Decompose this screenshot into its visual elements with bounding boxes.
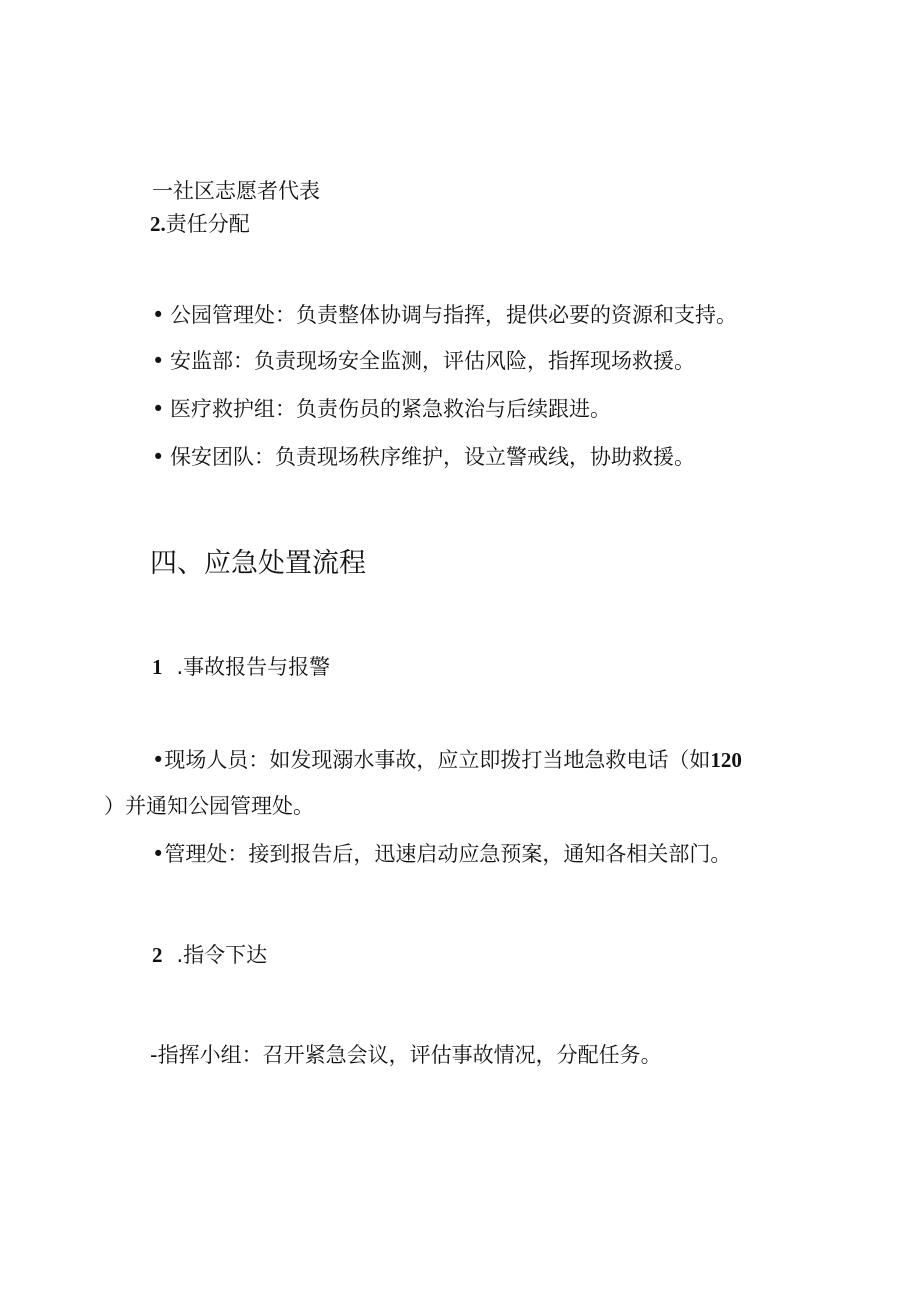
step-title-text: .事故报告与报警 (176, 655, 331, 679)
step-item-text: 指挥小组：召开紧急会议，评估事故情况，分配任务。 (157, 1043, 662, 1067)
member-list-item (152, 177, 320, 205)
responsibility-text: 医疗救护组：负责伤员的紧急救治与后续跟进。 (170, 397, 611, 421)
responsibility-text: 公园管理处：负责整体协调与指挥，提供必要的资源和支持。 (170, 303, 737, 327)
bullet-dot-icon: • (152, 303, 165, 327)
step-title-text: .指令下达 (176, 943, 268, 967)
responsibility-item (152, 301, 737, 329)
bullet-dot-icon: • (152, 397, 165, 421)
step-title (152, 941, 267, 969)
member-text: 一社区志愿者代表 (152, 179, 320, 203)
responsibility-item (152, 395, 611, 423)
section-heading-text: 四、应急处置流程 (150, 548, 366, 579)
section-heading (150, 546, 366, 582)
responsibility-text: 安监部：负责现场安全监测，评估风险，指挥现场救援。 (170, 349, 695, 373)
subsection-title-text: 责任分配 (165, 212, 250, 236)
subsection-title-responsibility (150, 210, 250, 238)
step-number: 1 (152, 655, 163, 679)
step-item-text: 现场人员：如发现溺水事故，应立即拨打当地急救电话（如 (164, 748, 711, 772)
step-title (152, 653, 330, 681)
emergency-number: 120 (710, 748, 742, 772)
step-item-continuation (104, 792, 314, 820)
responsibility-item (152, 347, 695, 375)
step-number: 2 (152, 943, 163, 967)
responsibility-text: 保安团队：负责现场秩序维护，设立警戒线，协助救援。 (170, 445, 695, 469)
step-item-continuation-text: ）并通知公园管理处。 (104, 794, 314, 818)
dash-icon: - (150, 1043, 158, 1067)
step-item (152, 746, 742, 774)
subsection-number: 2. (150, 212, 166, 236)
bullet-dot-icon: • (152, 842, 165, 866)
step-item (152, 840, 731, 868)
bullet-dot-icon: • (152, 445, 165, 469)
bullet-dot-icon: • (152, 349, 165, 373)
bullet-dot-icon: • (152, 748, 165, 772)
step-item (150, 1041, 662, 1069)
step-item-text: 管理处：接到报告后，迅速启动应急预案，通知各相关部门。 (164, 842, 732, 866)
responsibility-item (152, 443, 695, 471)
